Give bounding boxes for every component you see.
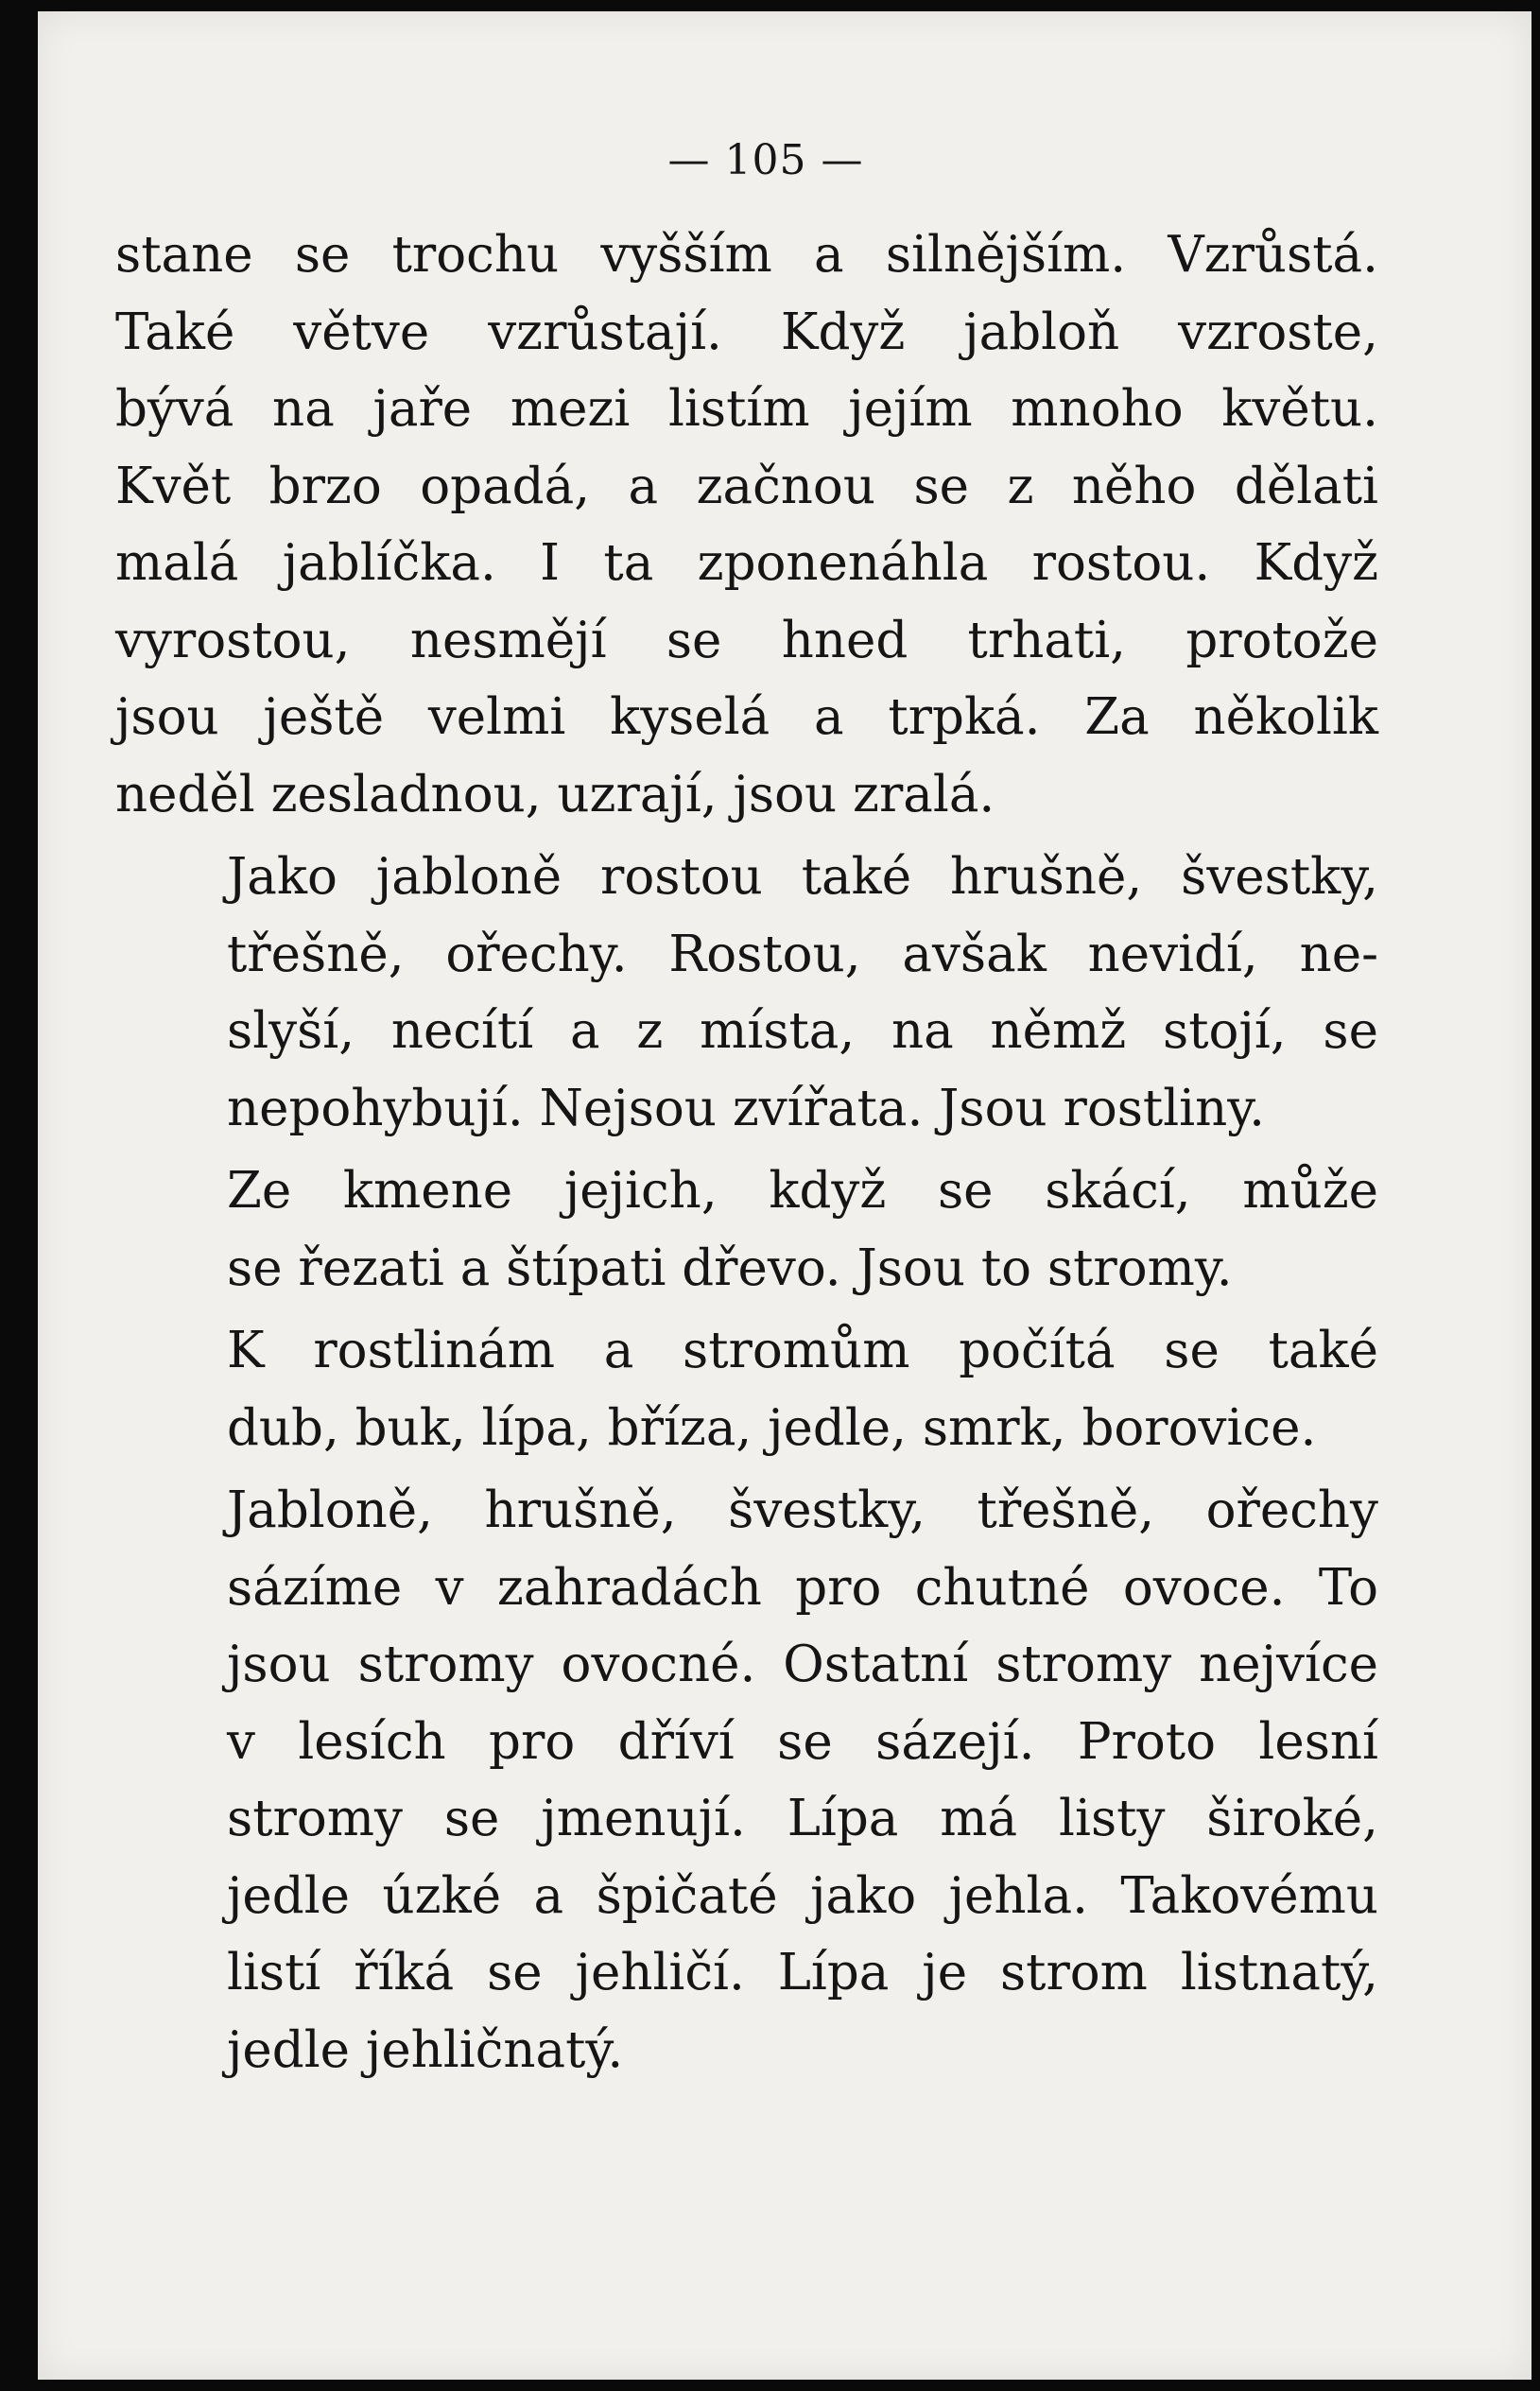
- text-line: dub, buk, lípa, bříza, jedle, smrk, borovice.: [227, 1398, 1317, 1457]
- text-line: listí říká se jehličí. Lípa je strom listnatý,: [227, 1944, 1378, 2001]
- text-line: bývá na jaře mezi listím jejím mnoho květu.: [115, 380, 1378, 438]
- paragraph: [115, 217, 1378, 833]
- text-line: Také větve vzrůstají. Když jabloň vzroste,: [115, 303, 1378, 361]
- text-line: jsou stromy ovocné. Ostatní stromy nejvíce: [227, 1636, 1378, 1693]
- text-line: třešně, ořechy. Rostou, avšak nevidí, ne-: [227, 925, 1378, 983]
- paragraph: [115, 1472, 1378, 2088]
- body-text: [115, 217, 1378, 2094]
- text-line: nepohybují. Nejsou zvířata. Jsou rostliny.: [227, 1079, 1266, 1137]
- text-line: jsou ještě velmi kyselá a trpká. Za několik: [115, 688, 1378, 746]
- page-number: — 105 —: [667, 136, 864, 184]
- text-line: Ze kmene jejich, když se skácí, může: [227, 1162, 1378, 1220]
- text-line: sázíme v zahradách pro chutné ovoce. To: [227, 1558, 1378, 1617]
- text-line: K rostlinám a stromům počítá se také: [227, 1322, 1378, 1379]
- book-page: [38, 11, 1531, 2380]
- text-line: Květ brzo opadá, a začnou se z něho dělati: [115, 457, 1378, 515]
- paragraph: [115, 1152, 1378, 1307]
- text-line: Jako jabloně rostou také hrušně, švestky,: [227, 848, 1378, 906]
- text-line: jedle jehličnatý.: [227, 2020, 624, 2079]
- text-line: neděl zesladnou, uzrají, jsou zralá.: [115, 765, 995, 823]
- text-line: vyrostou, nesmějí se hned trhati, protože: [115, 611, 1378, 669]
- paragraph: [115, 839, 1378, 1147]
- text-line: stane se trochu vyšším a silnějším. Vzrůstá.: [115, 226, 1378, 284]
- text-line: Jabloně, hrušně, švestky, třešně, ořechy: [227, 1481, 1378, 1539]
- text-line: stromy se jmenují. Lípa má listy široké,: [227, 1790, 1378, 1847]
- text-line: slyší, necítí a z místa, na němž stojí, se: [227, 1002, 1378, 1060]
- text-line: jedle úzké a špičaté jako jehla. Takovému: [227, 1866, 1378, 1925]
- text-line: malá jablíčka. I ta zponenáhla rostou. Když: [115, 534, 1378, 592]
- text-line: v lesích pro dříví se sázejí. Proto lesní: [227, 1712, 1378, 1771]
- text-line: se řezati a štípati dřevo. Jsou to stromy.: [227, 1239, 1233, 1297]
- paragraph: [115, 1312, 1378, 1466]
